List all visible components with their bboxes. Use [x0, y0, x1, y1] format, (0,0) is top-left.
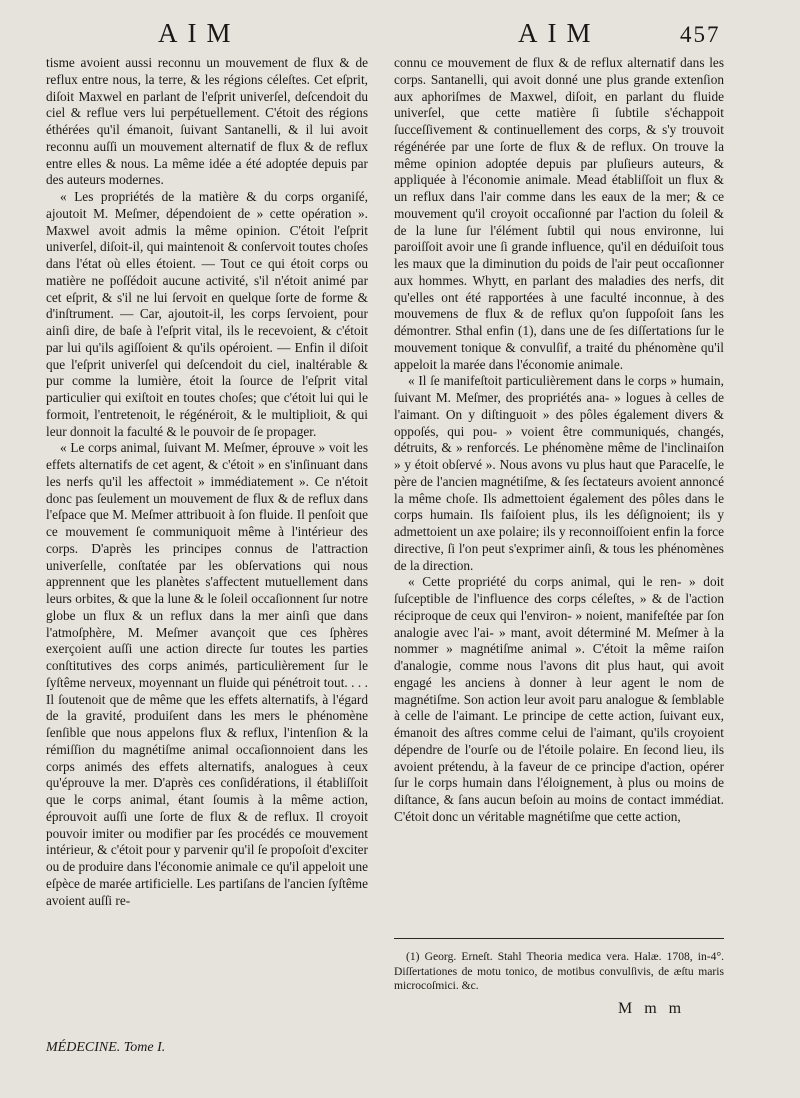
right-column — [394, 55, 724, 1040]
left-column — [46, 55, 368, 1040]
running-head — [0, 18, 800, 54]
left-paragraph-3: « Le corps animal, ſuivant M. Meſmer, éprouve » voit les effets alternatifs de cet agent, & c'étoit » en s'inſinuant dans les nerfs qu'il les affectoit » immédiatement ». Ce n'étoit donc pas ſeulement un mouvement de flux & de reflux dans l'eſpace que M. Meſmer attribuoit à ſon fluide. Il penſoit que ce mouvement ſe communiquoit même à l'intérieur des corps. D'après les principes connus de l'attraction univerſelle, conſtatée par les obſervations qui nous apprennent que les planètes s'affectent mutuellement dans leurs orbites, & que la lune & le ſoleil occaſionnent ſur notre globe un flux & un reflux dans la mer ainſi que dans l'atmoſphère, M. Meſmer avançoit que ces ſphères exerçoient auſſi une action directe ſur toutes les parties conſtitutives des corps animés, particulièrement ſur le ſyſtême nerveux, moyennant un fluide qui pénétroit tout. . . . Il ſoutenoit que de même que les effets alternatifs, à l'égard de la gravité, produiſent dans les mers le phénomène ſenſible que nous appelons flux & reflux, l'intenſion & la rémiſſion du magnétiſme animal occaſionnoient dans les corps animés des effets alternatifs, analogues à ceux qu'éprouve la mer. D'après ces conſidérations, il établiſſoit que le corps animal, étant ſoumis à la même action, éprouvoit auſſi une ſorte de flux & de reflux. Il croyoit pouvoir imiter ou modifier par ſes procédés ce mouvement intérieur, & c'étoit pour y parvenir qu'il ſe propoſoit d'exciter ou de produire dans l'économie animale ce qu'il appeloit une eſpèce de marée artificielle. Les partiſans de l'ancien ſyſtême avoient auſſi re- — [46, 440, 368, 908]
right-paragraph-2: « Il ſe manifeſtoit particulièrement dans le corps » humain, ſuivant M. Meſmer, des propriétés ana- » logues à celles de l'aimant. On y diſtinguoit » des pôles également divers & oppoſés, qui pou- » voient être communiqués, changés, détruits, & » renforcés. Le phénomène même de l'inclinaiſon » y étoit obſervé ». Nous avons vu plus haut que Paracelſe, le père de l'ancien magnétiſme, & ſes ſectateurs avoient annoncé la même choſe. Ils admettoient également des pôles dans le corps humain. Ils faiſoient plus, ils les déſignoient; ils y admettoient un axe polaire; ils y reconnoiſſoient enfin la force directive, ſi l'on peut s'exprimer ainſi, & tous les phénomènes de la direction. — [394, 373, 724, 573]
left-paragraph-1: tisme avoient aussi reconnu un mouvement de flux & de reflux entre nous, la terre, & les régions céleſtes. Cet eſprit, diſoit Maxwel en parlant de l'eſprit univerſel, deſcendoit du ciel & reflue vers lui perpétuellement. C'étoit des régions éthérées qu'il émanoit, ſuivant Santanelli, & il lui avoit reconnu auſſi un mouvement alternatif de flux & de reflux entre elles & nous. La même idée a été adoptée depuis par des auteurs modernes. — [46, 55, 368, 188]
running-head-left: AIM — [158, 18, 241, 48]
running-head-right: AIM — [518, 18, 601, 48]
signature-mark: M m m — [618, 1000, 686, 1017]
page-number: 457 — [680, 22, 721, 47]
catchline: MÉDECINE. Tome I. — [46, 1040, 166, 1055]
footnote: (1) Georg. Erneſt. Stahl Theoria medica vera. Halæ. 1708, in-4°. Diſſertationes de motu tonico, de motibus convulſivis, de æſtu maris microcoſmici. &c. — [394, 950, 724, 992]
footnote-rule — [394, 938, 724, 939]
right-paragraph-3: « Cette propriété du corps animal, qui le ren- » doit ſuſceptible de l'influence des corps céleſtes, » & de l'action réciproque de ceux qui l'environ- » noient, manifeſtée par ſon analogie avec l'ai- » mant, avoit déterminé M. Meſmer à la nommer » magnétiſme animal ». C'étoit la même raiſon d'analogie, comme nous l'avons dit plus haut, qui avoit engagé les anciens à donner à leur agent le nom de magnétiſme. Son action leur avoit paru analogue & ſemblable à celle de l'aimant. Le principe de cette action, ſuivant eux, émanoit des aſtres comme celui de l'aimant, qu'ils croyoient dépendre de l'ourſe ou de l'étoile polaire. En ſecond lieu, ils avoient prétendu, à la faveur de ce principe d'action, opérer ſur le corps humain dans l'éloignement, à plus ou moins de diſtance, & ſans aucun beſoin au moins de contact immédiat. C'étoit donc un véritable magnétiſme que cette action, — [394, 574, 724, 824]
left-paragraph-2: « Les propriétés de la matière & du corps organiſé, ajoutoit M. Meſmer, dépendoient de » cette opération ». Maxwel avoit admis la même opinion. C'étoit l'eſprit univerſel, diſoit-il, qui maintenoit & conſervoit toutes choſes dans l'état où elles étoient. — Tout ce qui étoit corps ou matière ne poſſédoit aucune activité, s'il n'étoit animé par cet eſprit, & s'il ne lui ſervoit en quelque ſorte de forme & d'inſtrument. — Car, ajoutoit-il, les corps ſervoient, pour ainſi dire, de baſe à l'eſprit vital, ils le recevoient, & c'étoit par lui qu'ils agiſſoient & qu'ils opéroient. — Enfin il diſoit que l'eſprit univerſel qui deſcendoit du ciel, inaltérable & pur comme la lumière, étoit la ſource de l'eſprit vital particulier qui exiſtoit en toutes choſes; que c'étoit lui qui le formoit, l'entretenoit, le régénéroit, & le multiplioit, & qui leur donnoit la faculté & le pouvoir de ſe propager. — [46, 189, 368, 439]
right-paragraph-1: connu ce mouvement de flux & de reflux alternatif dans les corps. Santanelli, qui avoit donné une plus grande extenſion aux aphoriſmes de Maxwel, diſoit, en parlant du fluide univerſel, que cette matière ſi ſubtile s'échappoit ſucceſſivement & continuellement des corps, & s'y trouvoit régénérée par une ſorte de flux & de reflux. On trouve la même opinion adoptée depuis par pluſieurs auteurs, & appliquée à l'économie animale. Mead établiſſoit un flux & un reflux dans l'air comme dans les eaux de la mer; & ce mouvement qu'il croyoit occaſionné par l'action du ſoleil & de la lune ſur l'élément ſubtil qui nous environne, lui paroiſſoit avoir une ſi grande influence, qu'il en déduiſoit tous les maux que la diminution du poids de l'air peut occaſionner aux hommes. Whytt, en parlant des maladies des nerfs, dit qu'elles ont été rapportées à une faculté inconnue, à des mouvemens de flux & de reflux qu'on ſuppoſoit ſans les démontrer. Sthal enfin (1), dans une de ſes diſſertations ſur le mouvement tonique & convulſif, a traité du phénomène qu'il appeloit la marée dans l'économie animale. — [394, 55, 724, 372]
